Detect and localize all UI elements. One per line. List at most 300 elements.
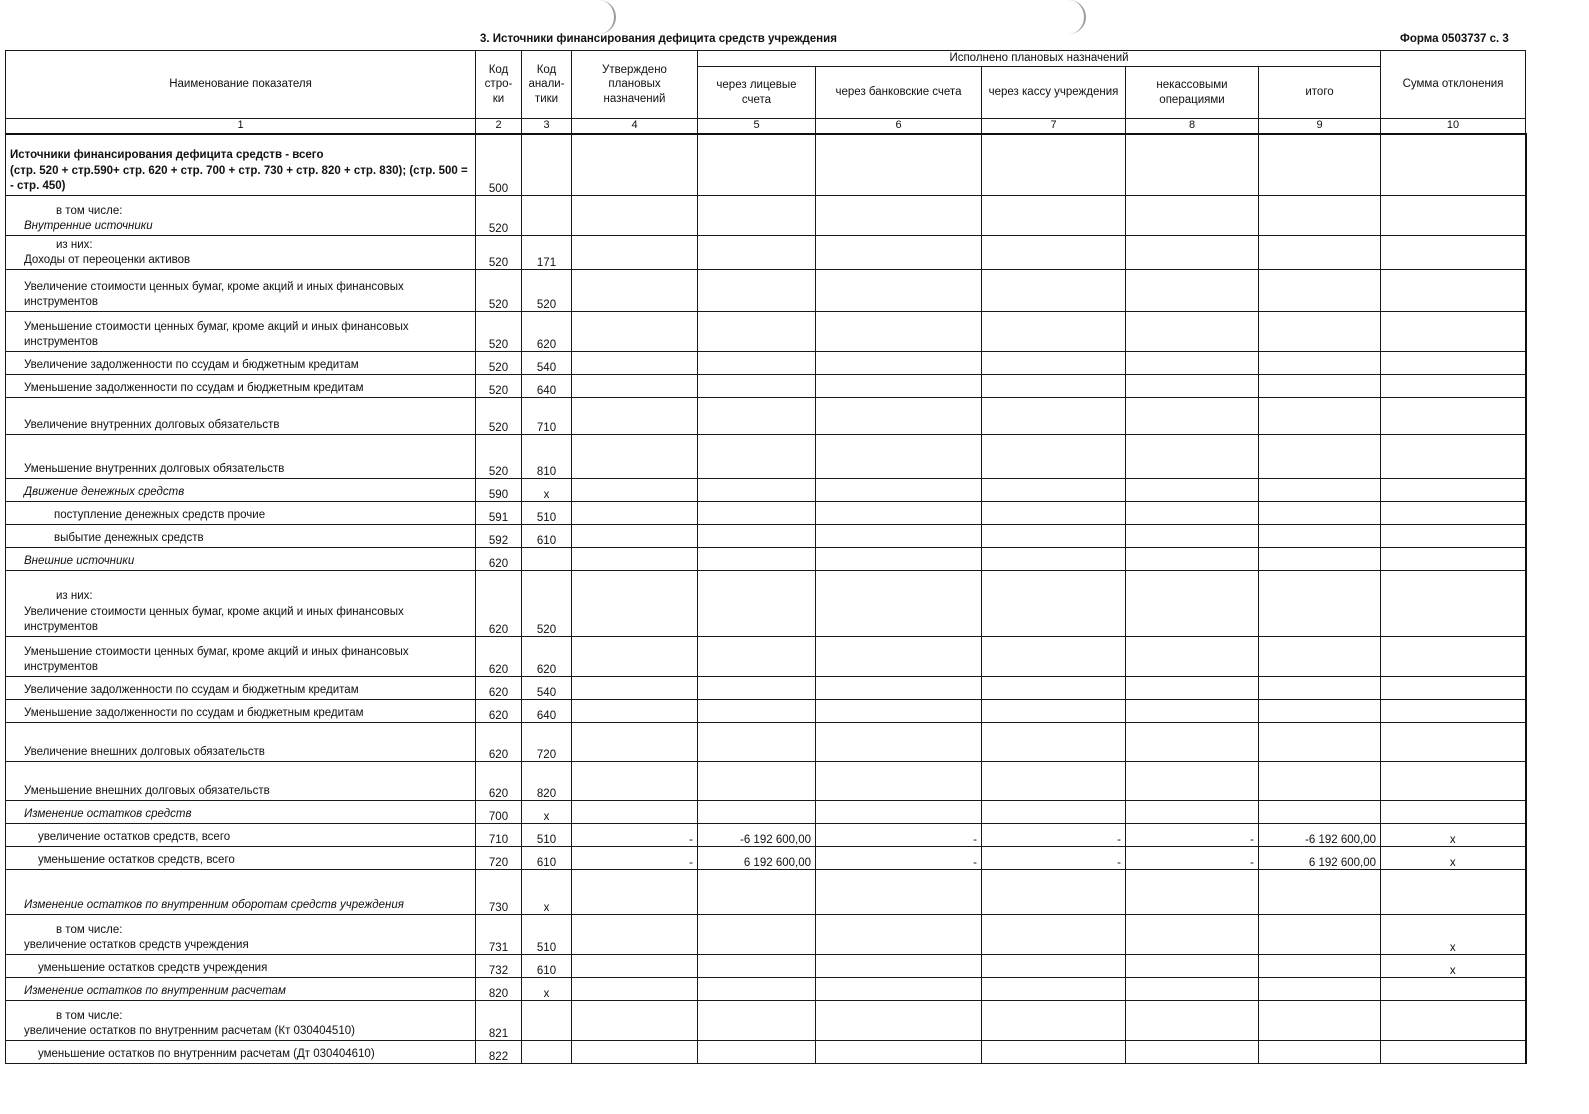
row-name-label: Источники финансирования дефицита средств - всего (стр. 520 + стр.590+ стр. 620 + стр. 700 + стр. 730 + стр. 820 + стр. 830); (стр. 500 = - стр. 450) [10,149,468,193]
approved-cell [572,525,698,548]
analytic-code-cell: 620 [522,637,572,677]
row-name-label: выбытие денежных средств [54,532,204,545]
analytic-code-cell: 540 [522,352,572,375]
personal-accounts-cell [698,479,816,502]
row-code-cell: 591 [476,502,522,525]
bank-accounts-cell: - [816,847,982,870]
row-prefix-label: из них: [56,590,93,603]
col-header-personal-accounts: через лицевые счета [698,67,816,119]
analytic-code-cell: 610 [522,847,572,870]
deviation-cell [1381,677,1526,700]
total-cell [1259,398,1381,435]
cash-desk-cell [982,312,1126,352]
row-name-cell [6,525,476,548]
bank-accounts-cell [816,502,982,525]
deviation-cell [1381,479,1526,502]
row-name-cell [6,270,476,312]
deviation-cell [1381,870,1526,915]
row-name-cell [6,398,476,435]
cash-desk-cell [982,479,1126,502]
analytic-code-cell: 810 [522,435,572,479]
row-code-cell: 520 [476,398,522,435]
table-row [6,978,1526,1001]
total-cell [1259,801,1381,824]
row-name-label: Изменение остатков по внутренним оборотам средств учреждения [24,899,404,912]
personal-accounts-cell [698,398,816,435]
row-code-cell: 620 [476,762,522,801]
row-name-cell [6,548,476,571]
deviation-cell [1381,398,1526,435]
approved-cell [572,801,698,824]
total-cell [1259,1001,1381,1041]
row-name-label: поступление денежных средств прочие [54,509,266,522]
col-number: 5 [698,119,816,134]
cash-desk-cell [982,236,1126,270]
col-number: 3 [522,119,572,134]
table-row [6,548,1526,571]
bank-accounts-cell [816,1041,982,1064]
deviation-cell [1381,723,1526,762]
row-code-cell: 620 [476,677,522,700]
deviation-cell [1381,637,1526,677]
cash-desk-cell [982,915,1126,955]
col-header-row-code: Код стро-ки [476,51,522,119]
row-name-label: Уменьшение стоимости ценных бумаг, кроме акций и иных финансовых инструментов [24,320,409,349]
non-cash-cell [1126,435,1259,479]
approved-cell [572,870,698,915]
personal-accounts-cell [698,762,816,801]
col-header-name: Наименование показателя [6,51,476,119]
personal-accounts-cell: -6 192 600,00 [698,824,816,847]
total-cell [1259,955,1381,978]
total-cell [1259,375,1381,398]
analytic-code-cell: x [522,870,572,915]
non-cash-cell [1126,978,1259,1001]
row-code-cell: 620 [476,637,522,677]
total-cell [1259,700,1381,723]
row-name-label: уменьшение остатков по внутренним расчетам (Дт 030404610) [38,1048,375,1061]
bank-accounts-cell [816,915,982,955]
non-cash-cell [1126,915,1259,955]
analytic-code-cell: 510 [522,824,572,847]
analytic-code-cell: 510 [522,915,572,955]
row-code-cell: 592 [476,525,522,548]
deviation-cell [1381,236,1526,270]
table-row [6,1001,1526,1041]
non-cash-cell [1126,375,1259,398]
row-code-cell: 730 [476,870,522,915]
analytic-code-cell: 640 [522,375,572,398]
approved-cell [572,571,698,637]
row-name-cell [6,637,476,677]
row-name-label: Увеличение стоимости ценных бумаг, кроме акций и иных финансовых инструментов [24,605,404,634]
cash-desk-cell [982,502,1126,525]
bank-accounts-cell [816,196,982,236]
total-cell [1259,352,1381,375]
table-row [6,236,1526,270]
table-row [6,824,1526,847]
non-cash-cell [1126,1001,1259,1041]
deviation-cell: x [1381,847,1526,870]
personal-accounts-cell [698,352,816,375]
table-body [6,134,1526,1064]
bank-accounts-cell [816,548,982,571]
analytic-code-cell [522,1001,572,1041]
analytic-code-cell [522,548,572,571]
personal-accounts-cell [698,1041,816,1064]
cash-desk-cell [982,870,1126,915]
non-cash-cell [1126,571,1259,637]
total-cell [1259,571,1381,637]
col-header-total: итого [1259,67,1381,119]
bank-accounts-cell [816,352,982,375]
non-cash-cell [1126,352,1259,375]
row-code-cell: 620 [476,571,522,637]
approved-cell: - [572,824,698,847]
table-row [6,525,1526,548]
row-name-label: увеличение остатков средств учреждения [24,939,249,952]
table-row [6,502,1526,525]
table-row [6,435,1526,479]
deviation-cell [1381,548,1526,571]
non-cash-cell: - [1126,824,1259,847]
deviation-cell [1381,352,1526,375]
analytic-code-cell: x [522,978,572,1001]
non-cash-cell [1126,548,1259,571]
cash-desk-cell [982,435,1126,479]
cash-desk-cell [982,801,1126,824]
personal-accounts-cell [698,375,816,398]
personal-accounts-cell [698,435,816,479]
table-row [6,398,1526,435]
personal-accounts-cell [698,270,816,312]
row-name-label: увеличение остатков по внутренним расчетам (Кт 030404510) [24,1025,355,1038]
col-number: 6 [816,119,982,134]
bank-accounts-cell [816,723,982,762]
bank-accounts-cell [816,525,982,548]
non-cash-cell [1126,502,1259,525]
punch-hole-right [1060,0,1086,34]
personal-accounts-cell [698,978,816,1001]
bank-accounts-cell [816,312,982,352]
cash-desk-cell [982,196,1126,236]
cash-desk-cell [982,637,1126,677]
non-cash-cell: - [1126,847,1259,870]
total-cell [1259,723,1381,762]
table-row [6,915,1526,955]
col-number: 4 [572,119,698,134]
approved-cell [572,270,698,312]
section-title: 3. Источники финансирования дефицита средств учреждения [480,33,837,45]
non-cash-cell [1126,134,1259,196]
total-cell [1259,312,1381,352]
cash-desk-cell [982,700,1126,723]
personal-accounts-cell [698,548,816,571]
col-header-analytic-code: Код анали-тики [522,51,572,119]
row-name-cell [6,801,476,824]
total-cell [1259,915,1381,955]
row-name-cell [6,1041,476,1064]
cash-desk-cell [982,548,1126,571]
analytic-code-cell: 620 [522,312,572,352]
row-prefix-label: из них: [56,238,93,251]
row-name-label: Изменение остатков средств [24,808,192,821]
row-name-cell [6,196,476,236]
non-cash-cell [1126,1041,1259,1064]
col-number: 7 [982,119,1126,134]
analytic-code-cell: 610 [522,525,572,548]
non-cash-cell [1126,870,1259,915]
personal-accounts-cell [698,236,816,270]
approved-cell [572,637,698,677]
personal-accounts-cell [698,134,816,196]
bank-accounts-cell [816,637,982,677]
non-cash-cell [1126,955,1259,978]
total-cell [1259,525,1381,548]
total-cell [1259,134,1381,196]
analytic-code-cell: 610 [522,955,572,978]
approved-cell [572,196,698,236]
punch-hole-left [590,0,616,34]
cash-desk-cell: - [982,824,1126,847]
cash-desk-cell: - [982,847,1126,870]
personal-accounts-cell [698,677,816,700]
approved-cell [572,134,698,196]
approved-cell [572,915,698,955]
col-header-non-cash: некассовыми операциями [1126,67,1259,119]
deviation-cell: x [1381,824,1526,847]
row-name-label: Внешние источники [24,555,135,568]
table-row [6,571,1526,637]
non-cash-cell [1126,801,1259,824]
total-cell [1259,978,1381,1001]
table-row [6,270,1526,312]
col-header-executed: Исполнено плановых назначений [698,51,1381,67]
row-name-cell [6,435,476,479]
row-code-cell: 620 [476,723,522,762]
bank-accounts-cell [816,134,982,196]
analytic-code-cell: 540 [522,677,572,700]
bank-accounts-cell [816,700,982,723]
table-row [6,312,1526,352]
row-code-cell: 520 [476,196,522,236]
personal-accounts-cell [698,1001,816,1041]
row-name-cell [6,1001,476,1041]
row-name-label: Уменьшение внутренних долговых обязательств [24,463,285,476]
row-name-cell [6,352,476,375]
row-name-cell [6,236,476,270]
row-name-label: Доходы от переоценки активов [24,254,191,267]
total-cell [1259,479,1381,502]
non-cash-cell [1126,677,1259,700]
col-number: 2 [476,119,522,134]
row-code-cell: 520 [476,236,522,270]
deviation-cell [1381,270,1526,312]
row-code-cell: 821 [476,1001,522,1041]
cash-desk-cell [982,571,1126,637]
cash-desk-cell [982,525,1126,548]
table-row [6,801,1526,824]
personal-accounts-cell: 6 192 600,00 [698,847,816,870]
analytic-code-cell: 640 [522,700,572,723]
bank-accounts-cell [816,955,982,978]
table-row [6,723,1526,762]
personal-accounts-cell [698,870,816,915]
bank-accounts-cell [816,870,982,915]
deviation-cell [1381,435,1526,479]
analytic-code-cell [522,1041,572,1064]
table-row [6,1041,1526,1064]
bank-accounts-cell [816,978,982,1001]
table-row [6,700,1526,723]
row-name-cell [6,134,476,196]
row-code-cell: 590 [476,479,522,502]
row-code-cell: 520 [476,352,522,375]
cash-desk-cell [982,134,1126,196]
deviation-cell [1381,375,1526,398]
bank-accounts-cell [816,270,982,312]
table-row [6,134,1526,196]
approved-cell: - [572,847,698,870]
row-name-cell [6,571,476,637]
col-number: 10 [1381,119,1526,134]
row-prefix-label: в том числе: [56,923,123,936]
analytic-code-cell: x [522,479,572,502]
deviation-cell [1381,1041,1526,1064]
personal-accounts-cell [698,915,816,955]
bank-accounts-cell [816,1001,982,1041]
personal-accounts-cell [698,700,816,723]
total-cell [1259,870,1381,915]
personal-accounts-cell [698,312,816,352]
personal-accounts-cell [698,637,816,677]
total-cell: 6 192 600,00 [1259,847,1381,870]
row-code-cell: 520 [476,375,522,398]
non-cash-cell [1126,762,1259,801]
bank-accounts-cell [816,801,982,824]
row-name-cell [6,375,476,398]
row-name-cell [6,955,476,978]
total-cell [1259,502,1381,525]
personal-accounts-cell [698,196,816,236]
row-name-label: Изменение остатков по внутренним расчетам [24,985,286,998]
cash-desk-cell [982,1041,1126,1064]
approved-cell [572,352,698,375]
cash-desk-cell [982,762,1126,801]
approved-cell [572,700,698,723]
total-cell [1259,637,1381,677]
deviation-cell: x [1381,915,1526,955]
cash-desk-cell [982,375,1126,398]
row-name-label: увеличение остатков средств, всего [38,831,231,844]
personal-accounts-cell [698,502,816,525]
analytic-code-cell: 520 [522,571,572,637]
table-row [6,479,1526,502]
non-cash-cell [1126,398,1259,435]
bank-accounts-cell [816,375,982,398]
deviation-cell [1381,1001,1526,1041]
row-name-label: Увеличение внешних долговых обязательств [24,746,265,759]
cash-desk-cell [982,1001,1126,1041]
bank-accounts-cell [816,398,982,435]
personal-accounts-cell [698,571,816,637]
row-name-label: Внутренние источники [24,220,153,233]
row-name-label: Уменьшение внешних долговых обязательств [24,785,270,798]
row-name-label: Увеличение внутренних долговых обязательств [24,419,280,432]
row-code-cell: 731 [476,915,522,955]
non-cash-cell [1126,236,1259,270]
non-cash-cell [1126,723,1259,762]
deviation-cell [1381,978,1526,1001]
non-cash-cell [1126,525,1259,548]
analytic-code-cell: 710 [522,398,572,435]
non-cash-cell [1126,312,1259,352]
row-name-cell [6,915,476,955]
row-code-cell: 520 [476,270,522,312]
analytic-code-cell: 720 [522,723,572,762]
row-code-cell: 620 [476,548,522,571]
row-name-cell [6,479,476,502]
bank-accounts-cell [816,435,982,479]
deviation-cell [1381,134,1526,196]
deviation-cell [1381,700,1526,723]
bank-accounts-cell [816,236,982,270]
financing-sources-table [5,50,1527,1064]
col-header-approved: Утверждено плановых назначений [572,51,698,119]
col-header-cash-desk: через кассу учреждения [982,67,1126,119]
deviation-cell: x [1381,955,1526,978]
approved-cell [572,762,698,801]
analytic-code-cell [522,196,572,236]
cash-desk-cell [982,398,1126,435]
approved-cell [572,236,698,270]
personal-accounts-cell [698,955,816,978]
row-code-cell: 820 [476,978,522,1001]
bank-accounts-cell [816,479,982,502]
row-name-label: Увеличение стоимости ценных бумаг, кроме акций и иных финансовых инструментов [24,280,404,309]
table-row [6,677,1526,700]
approved-cell [572,479,698,502]
deviation-cell [1381,196,1526,236]
analytic-code-cell: 820 [522,762,572,801]
row-code-cell: 500 [476,134,522,196]
row-code-cell: 700 [476,801,522,824]
row-name-cell [6,762,476,801]
row-name-cell [6,978,476,1001]
non-cash-cell [1126,637,1259,677]
row-name-cell [6,847,476,870]
bank-accounts-cell [816,677,982,700]
cash-desk-cell [982,978,1126,1001]
table-row [6,196,1526,236]
row-name-cell [6,677,476,700]
row-name-cell [6,723,476,762]
approved-cell [572,312,698,352]
row-code-cell: 520 [476,435,522,479]
row-name-label: Увеличение задолженности по ссудам и бюджетным кредитам [24,684,359,697]
col-header-bank-accounts: через банковские счета [816,67,982,119]
table-row [6,375,1526,398]
deviation-cell [1381,571,1526,637]
approved-cell [572,723,698,762]
bank-accounts-cell [816,762,982,801]
row-prefix-label: в том числе: [56,204,123,217]
cash-desk-cell [982,352,1126,375]
table-row [6,847,1526,870]
table-row [6,870,1526,915]
personal-accounts-cell [698,801,816,824]
approved-cell [572,1041,698,1064]
